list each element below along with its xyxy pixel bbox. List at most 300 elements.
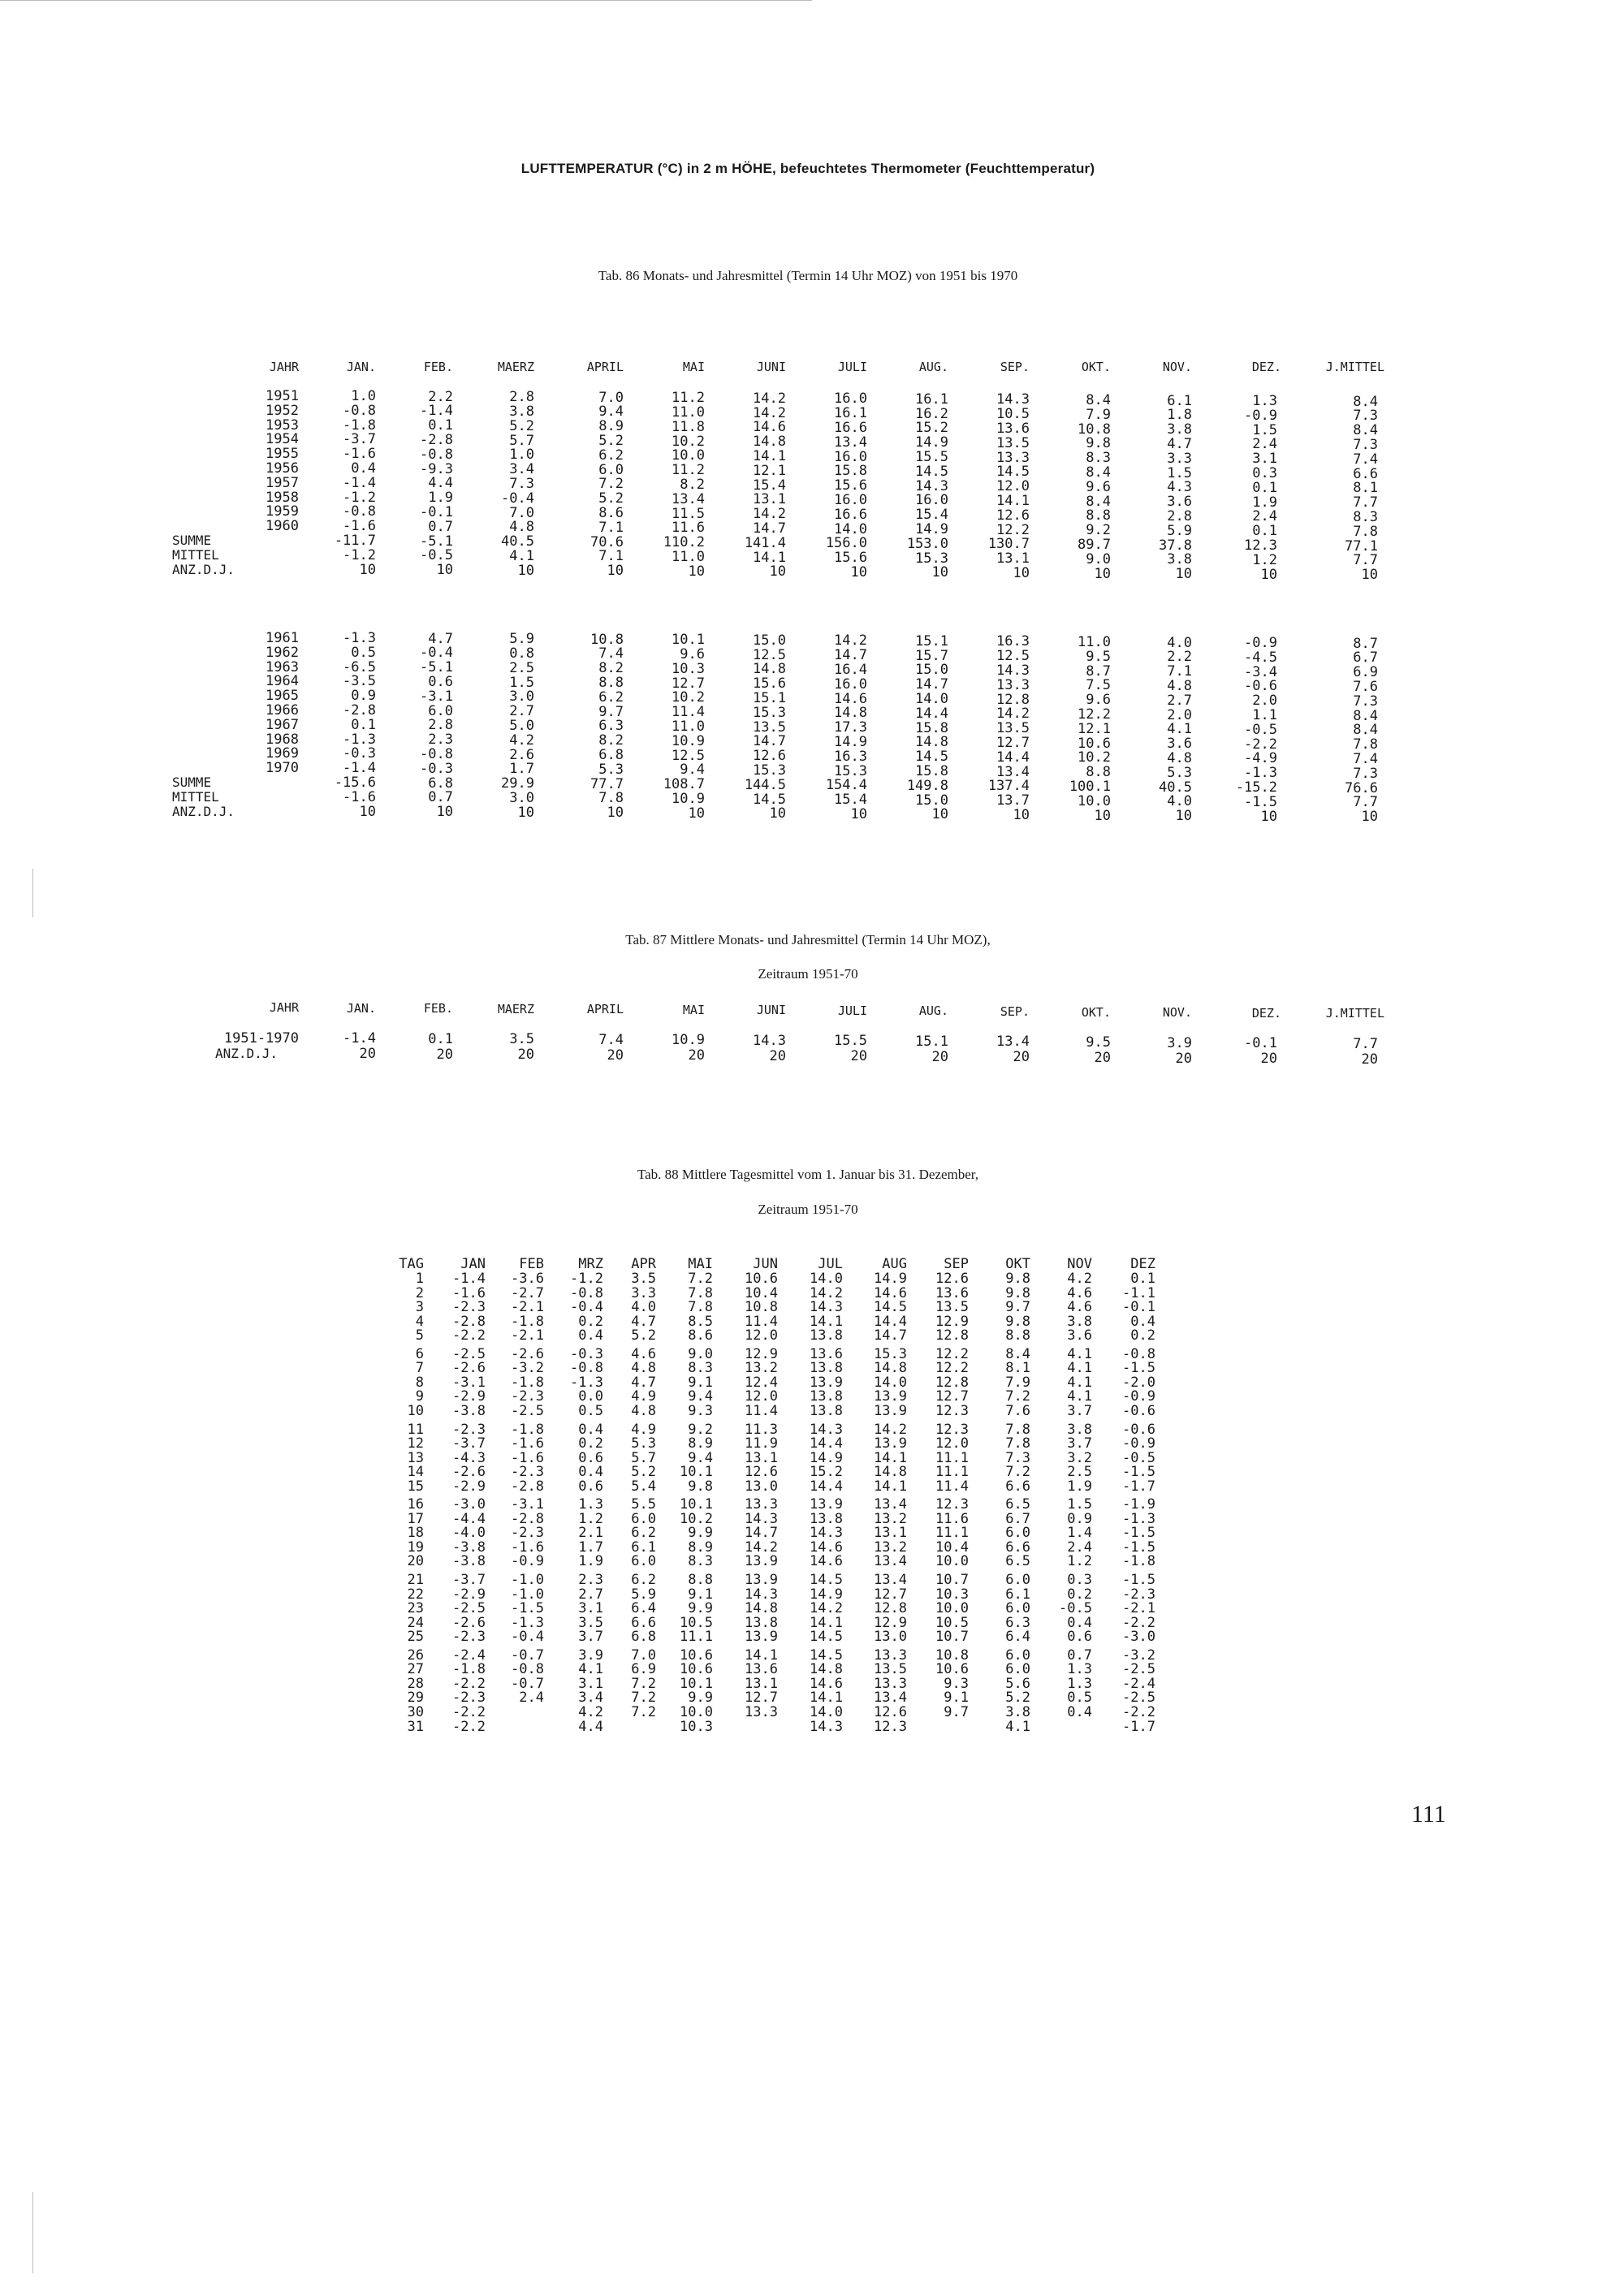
tab88-value-cell: 14.5	[810, 1646, 843, 1664]
tab86-value-cell: 15.6	[753, 675, 786, 693]
tab86-value-cell: 2.8	[1167, 507, 1192, 524]
tab88-value-cell: 10.3	[680, 1718, 713, 1735]
tab86-value-cell: 12.5	[753, 646, 786, 663]
tab86-value-cell: 13.3	[996, 449, 1030, 466]
tab86-value-cell: 3.8	[509, 403, 534, 420]
tab86-year-cell: 1960	[266, 518, 299, 535]
tab86-value-cell: 15.4	[915, 507, 948, 524]
tab88-value-cell: 3.5	[631, 1271, 656, 1287]
tab88-value-cell: -2.6	[511, 1345, 544, 1362]
tab86-value-cell: 7.7	[1353, 494, 1378, 511]
tab86-mittel-cell: 15.6	[834, 550, 867, 567]
tab86-value-cell: 5.2	[598, 433, 624, 450]
tab88-value-cell: -0.8	[570, 1284, 603, 1301]
tab86-value-cell: 10.2	[1078, 749, 1111, 766]
tab87-anz-cell: 20	[1361, 1051, 1378, 1068]
tab86-value-cell: 8.2	[598, 660, 624, 677]
tab88-value-cell: 6.0	[1005, 1661, 1030, 1678]
tab86-anz-cell: 10	[850, 563, 867, 580]
tab88-value-cell: 12.8	[935, 1327, 969, 1344]
tab86-summe-cell: 141.4	[744, 534, 786, 551]
tab88-value-cell: -1.7	[1122, 1478, 1155, 1495]
tab88-value-cell: 12.9	[935, 1313, 969, 1330]
tab88-value-cell: 10.7	[935, 1629, 969, 1646]
tab88-value-cell: 10.8	[745, 1299, 778, 1316]
tab86-mittel-cell: 14.1	[753, 549, 786, 566]
tab88-value-cell: -0.5	[1059, 1600, 1092, 1617]
tab86-value-cell: 12.2	[996, 521, 1030, 538]
tab88-value-cell: -2.8	[511, 1478, 544, 1495]
tab86-value-cell: 4.8	[509, 519, 534, 536]
tab86-summe-cell: 137.4	[987, 778, 1030, 795]
tab88-value-cell: 14.3	[810, 1718, 843, 1735]
tab86-summe-cell: 130.7	[987, 536, 1030, 553]
tab88-value-cell: -4.4	[452, 1510, 486, 1527]
tab88-value-cell: -2.2	[452, 1703, 486, 1720]
tab86-value-cell: 11.4	[672, 704, 705, 721]
tab86-value-cell: 16.4	[834, 661, 867, 678]
tab86-mittel-cell: 10.0	[1078, 792, 1111, 809]
tab88-value-cell: 11.1	[680, 1629, 713, 1646]
tab88-value-cell: 0.2	[578, 1435, 603, 1452]
tab88-value-cell: -2.4	[1122, 1675, 1155, 1692]
tab88-value-cell: 2.4	[1067, 1539, 1092, 1556]
tab88-value-cell: 13.1	[874, 1525, 907, 1542]
tab88-value-cell: 11.4	[745, 1313, 778, 1330]
tab86-value-cell: 8.4	[1086, 391, 1111, 408]
tab86-value-cell: 1.8	[1167, 407, 1192, 424]
tab88-value-cell: 3.8	[1067, 1313, 1092, 1330]
tab88-value-cell: -1.5	[1122, 1360, 1155, 1377]
tab88-value-cell: -0.5	[1122, 1449, 1155, 1466]
tab86-year-cell: 1965	[266, 688, 299, 705]
tab88-value-cell: -3.6	[511, 1271, 544, 1287]
tab88-value-cell: 14.8	[874, 1464, 907, 1481]
tab86-mittel-cell: 7.1	[598, 548, 624, 565]
tab86-value-cell: 15.0	[915, 662, 948, 679]
tab86-value-cell: 12.1	[1078, 720, 1111, 737]
tab88-value-cell: -0.6	[1122, 1402, 1155, 1419]
tab86-summe-cell: 29.9	[501, 775, 534, 792]
tab86-value-cell: 0.8	[509, 645, 534, 662]
tab88-value-cell: 3.4	[578, 1690, 603, 1707]
tab86-value-cell: -0.4	[501, 490, 534, 507]
tab86-header-cell: JUNI	[756, 360, 786, 374]
tab86-mittel-cell: -0.5	[420, 547, 453, 564]
tab88-value-cell: 8.8	[1005, 1327, 1030, 1344]
tab86-value-cell: 9.6	[1086, 692, 1111, 709]
tab88-value-cell: -1.3	[1122, 1510, 1155, 1527]
tab88-value-cell: 6.0	[1005, 1572, 1030, 1588]
tab88-value-cell: -1.5	[1122, 1525, 1155, 1542]
tab88-value-cell: -1.8	[452, 1661, 486, 1678]
tab88-value-cell: -3.1	[511, 1496, 544, 1513]
scan-edge-mark	[0, 0, 812, 1]
tab86-summe-cell: 6.8	[428, 775, 453, 792]
tab87-value-cell: 15.1	[915, 1033, 948, 1050]
tab86-anz-cell: 10	[359, 803, 376, 820]
tab88-value-cell: 5.4	[631, 1478, 656, 1495]
tab87-value-cell: 15.5	[834, 1033, 867, 1050]
tab86-value-cell: 16.0	[834, 675, 867, 693]
tab88-value-cell: 14.6	[810, 1539, 843, 1556]
tab86-value-cell: 1.5	[509, 674, 534, 691]
tab88-value-cell: -2.3	[452, 1690, 486, 1707]
tab88-value-cell: 0.5	[1067, 1690, 1092, 1707]
tab86-value-cell: -2.8	[420, 431, 453, 448]
tab86-anz-cell: 10	[688, 805, 705, 822]
tab86-value-cell: 14.5	[996, 464, 1030, 481]
tab88-value-cell: 14.1	[810, 1313, 843, 1330]
tab86-value-cell: 14.6	[834, 690, 867, 707]
tab86-value-cell: 7.1	[1167, 663, 1192, 680]
tab86-value-cell: 0.6	[428, 673, 453, 690]
tab86-value-cell: 6.0	[428, 702, 453, 719]
tab86-value-cell: -0.8	[420, 446, 453, 463]
tab86-value-cell: 2.4	[1252, 436, 1277, 453]
tab88-value-cell: 6.8	[631, 1629, 656, 1646]
tab86-summe-cell: 77.7	[590, 775, 624, 792]
tab86-value-cell: 7.4	[1353, 751, 1378, 767]
tab88-value-cell: -1.6	[511, 1539, 544, 1556]
tab86-value-cell: 0.1	[1252, 523, 1277, 540]
tab86-value-cell: 4.8	[1167, 677, 1192, 694]
tab86-value-cell: 0.1	[428, 417, 453, 434]
tab88-value-cell: 5.2	[631, 1327, 656, 1344]
tab86-mittel-cell: 3.0	[509, 789, 534, 806]
tab88-value-cell: 0.7	[1067, 1646, 1092, 1664]
tab88-value-cell: 13.8	[810, 1327, 843, 1344]
tab87-header-cell: OKT.	[1081, 1004, 1111, 1020]
tab88-value-cell: 6.0	[631, 1510, 656, 1527]
tab88-day-cell: 22	[407, 1586, 424, 1603]
tab87-anz-cell: 20	[1013, 1049, 1030, 1066]
tab86-value-cell: 6.8	[598, 747, 624, 764]
tab87-value-cell: 14.3	[753, 1032, 786, 1049]
tab88-value-cell: 7.8	[688, 1284, 713, 1301]
tab88-value-cell: 10.6	[680, 1661, 713, 1678]
tab88-value-cell: -0.8	[1122, 1345, 1155, 1362]
tab88-value-cell: 8.4	[1005, 1345, 1030, 1362]
tab88-value-cell: 8.6	[688, 1327, 713, 1344]
tab88-value-cell: 8.9	[688, 1539, 713, 1556]
tab88-value-cell: 13.8	[810, 1388, 843, 1405]
tab86-value-cell: 8.8	[598, 675, 624, 692]
tab88-value-cell: -2.3	[511, 1525, 544, 1542]
tab88-value-cell: 13.8	[810, 1510, 843, 1527]
tab88-value-cell: -3.8	[452, 1553, 486, 1570]
tab88-value-cell: -0.1	[1122, 1299, 1155, 1316]
tab88-value-cell: 11.1	[935, 1464, 969, 1481]
tab87-header-cell: JULI	[837, 1003, 867, 1018]
tab88-value-cell: 11.9	[745, 1435, 778, 1452]
tab86-value-cell: -5.1	[420, 659, 453, 676]
tab88-value-cell: -1.8	[511, 1313, 544, 1330]
tab88-value-cell: 13.4	[874, 1690, 907, 1707]
tab86-value-cell: 12.0	[996, 478, 1030, 495]
tab88-value-cell: 4.1	[578, 1661, 603, 1678]
tab88-header-cell: APR	[631, 1256, 656, 1272]
tab88-value-cell: -2.9	[452, 1388, 486, 1405]
scan-edge-mark	[32, 869, 33, 917]
tab86-value-cell: 6.9	[1353, 664, 1378, 681]
tab86-value-cell: 8.4	[1353, 722, 1378, 739]
tab88-value-cell: 9.7	[944, 1703, 969, 1720]
tab88-value-cell: 12.3	[935, 1496, 969, 1513]
tab88-value-cell: -2.3	[511, 1464, 544, 1481]
tab86-value-cell: 13.6	[996, 421, 1030, 437]
tab86-value-cell: 7.2	[598, 476, 624, 493]
tab88-value-cell: 0.4	[1067, 1614, 1092, 1631]
tab88-value-cell: 14.1	[874, 1478, 907, 1495]
tab87-header-cell: MAERZ	[497, 1001, 534, 1016]
tab88-value-cell: 12.3	[935, 1402, 969, 1419]
tab88-value-cell: 9.8	[1005, 1313, 1030, 1330]
tab86-anz-cell: 10	[607, 563, 624, 580]
tab88-value-cell: 6.0	[1005, 1646, 1030, 1664]
tab86-value-cell: 14.3	[996, 662, 1030, 679]
tab86-value-cell: 14.6	[753, 419, 786, 436]
tab86-anz-cell: 10	[436, 562, 453, 579]
tab88-value-cell: 9.9	[688, 1600, 713, 1617]
tab86-value-cell: 8.9	[598, 418, 624, 435]
tab88-value-cell: 13.2	[874, 1539, 907, 1556]
tab88-value-cell: 14.5	[810, 1572, 843, 1588]
tab88-value-cell: 12.6	[935, 1271, 969, 1287]
tab86-value-cell: 11.2	[672, 462, 705, 479]
tab88-value-cell: 13.4	[874, 1553, 907, 1570]
tab88-value-cell: 4.9	[631, 1388, 656, 1405]
tab88-value-cell: 5.3	[631, 1435, 656, 1452]
tab88-value-cell: -2.8	[452, 1313, 486, 1330]
tab88-value-cell: 4.6	[631, 1345, 656, 1362]
tab86-value-cell: 8.3	[1353, 509, 1378, 525]
tab88-value-cell: 9.4	[688, 1449, 713, 1466]
tab88-value-cell: 14.3	[810, 1421, 843, 1438]
tab88-value-cell: 3.1	[578, 1600, 603, 1617]
tab88-value-cell: -2.3	[452, 1421, 486, 1438]
tab86-value-cell: 3.6	[1167, 736, 1192, 753]
tab86-value-cell: 7.0	[509, 504, 534, 521]
tab88-value-cell: -2.5	[511, 1402, 544, 1419]
tab86-value-cell: 14.2	[753, 390, 786, 407]
tab86-value-cell: 0.1	[1252, 479, 1277, 496]
tab88-value-cell: 6.2	[631, 1572, 656, 1588]
tab87-anz-cell: 20	[436, 1046, 453, 1063]
tab88-value-cell: -1.4	[452, 1271, 486, 1287]
tab86-value-cell: 14.9	[915, 434, 948, 451]
tab88-value-cell: 14.6	[874, 1284, 907, 1301]
tab88-value-cell: 0.4	[578, 1421, 603, 1438]
tab86-summe-cell: 70.6	[590, 533, 624, 550]
tab88-value-cell: 10.3	[935, 1586, 969, 1603]
tab88-value-cell: -2.1	[1122, 1600, 1155, 1617]
tab86-value-cell: -0.5	[1244, 721, 1277, 738]
tab88-value-cell: 5.2	[1005, 1690, 1030, 1707]
tab88-value-cell: -0.9	[511, 1553, 544, 1570]
tab88-value-cell: 8.3	[688, 1553, 713, 1570]
tab86-value-cell: 6.2	[598, 447, 624, 464]
tab86-value-cell: -9.3	[420, 460, 453, 477]
tab86-value-cell: 1.5	[1167, 464, 1192, 481]
tab86-value-cell: 8.7	[1086, 662, 1111, 680]
tab88-value-cell: 14.4	[810, 1478, 843, 1495]
tab88-value-cell: 12.7	[874, 1586, 907, 1603]
tab88-value-cell: 8.3	[688, 1360, 713, 1377]
tab88-value-cell: 6.0	[631, 1553, 656, 1570]
tab88-value-cell: -0.3	[570, 1345, 603, 1362]
tab88-value-cell: 6.0	[1005, 1525, 1030, 1542]
tab88-value-cell: -4.0	[452, 1525, 486, 1542]
tab86-value-cell: 14.3	[996, 391, 1030, 408]
tab88-value-cell: -4.3	[452, 1449, 486, 1466]
tab86-year-cell: 1961	[266, 630, 299, 646]
tab86-mittel-cell: 15.3	[915, 550, 948, 567]
tab86-mittel-cell: -1.5	[1244, 793, 1277, 810]
tab86-mittel-cell: 15.4	[834, 792, 867, 809]
tab86-year-cell: 1957	[266, 474, 299, 491]
tab86-value-cell: 15.6	[834, 477, 867, 494]
tab88-value-cell: 13.2	[874, 1510, 907, 1527]
tab86-value-cell: 11.0	[672, 719, 705, 735]
tab88-value-cell: 13.9	[745, 1572, 778, 1588]
tab88-value-cell: 7.2	[631, 1675, 656, 1692]
tab86-value-cell: 7.4	[1353, 451, 1378, 468]
tab86-value-cell: 2.4	[1252, 508, 1277, 525]
tab88-value-cell: 1.2	[578, 1510, 603, 1527]
tab88-header-cell: TAG	[399, 1256, 424, 1272]
tab88-value-cell: 9.0	[688, 1345, 713, 1362]
tab86-value-cell: -0.4	[420, 645, 453, 662]
tab86-value-cell: 3.0	[509, 688, 534, 706]
tab86-value-cell: 15.3	[834, 762, 867, 779]
tab86-header-cell: JAN.	[346, 360, 376, 374]
tab86-year-cell: 1967	[266, 716, 299, 733]
tab88-value-cell: 7.8	[688, 1299, 713, 1316]
tab88-value-cell: 0.2	[578, 1313, 603, 1330]
tab88-value-cell: 13.3	[745, 1496, 778, 1513]
tab88-value-cell: 4.6	[1067, 1299, 1092, 1316]
tab86-mittel-cell: -1.6	[343, 788, 376, 805]
tab86-value-cell: 0.4	[351, 460, 376, 477]
tab88-value-cell: 13.6	[745, 1661, 778, 1678]
tab88-value-cell: 12.2	[935, 1360, 969, 1377]
tab86-value-cell: 16.1	[915, 391, 948, 408]
tab88-value-cell: -1.6	[511, 1449, 544, 1466]
tab88-value-cell: -2.8	[511, 1510, 544, 1527]
tab86-summe-cell: 144.5	[744, 776, 786, 793]
tab86-value-cell: 5.3	[598, 761, 624, 778]
tab86-mittel-cell: 10.9	[672, 791, 705, 807]
tab88-value-cell: 8.9	[688, 1435, 713, 1452]
tab88-value-cell: 13.9	[874, 1388, 907, 1405]
tab86-anz-cell: 10	[931, 806, 948, 823]
tab87-header-cell: MAI	[682, 1002, 705, 1017]
tab86-mittel-cell: 15.0	[915, 792, 948, 809]
tab88-value-cell: 9.9	[688, 1690, 713, 1707]
tab86-value-cell: 13.5	[753, 719, 786, 736]
tab88-value-cell: 14.5	[874, 1299, 907, 1316]
tab86-mittel-cell: 13.1	[996, 550, 1030, 568]
tab88-value-cell: 13.9	[745, 1629, 778, 1646]
tab86-value-cell: 6.7	[1353, 650, 1378, 667]
tab88-value-cell: 1.2	[1067, 1553, 1092, 1570]
tab86-year-cell: 1951	[266, 388, 299, 404]
tab86-value-cell: 14.2	[996, 706, 1030, 723]
tab88-header-cell: DEZ	[1130, 1256, 1155, 1272]
tab86-value-cell: 14.1	[996, 493, 1030, 509]
tab87-header-cell: AUG.	[918, 1003, 948, 1019]
tab86-value-cell: 1.9	[1252, 494, 1277, 511]
tab86-summe-cell: 156.0	[825, 535, 867, 552]
tab88-value-cell: -2.5	[452, 1345, 486, 1362]
tab86-value-cell: 15.3	[753, 762, 786, 779]
tab88-value-cell: 14.7	[745, 1525, 778, 1542]
tab88-value-cell: 12.2	[935, 1345, 969, 1362]
tab88-value-cell: -1.3	[511, 1614, 544, 1631]
tab86-mittel-cell: 3.8	[1167, 551, 1192, 568]
tab88-value-cell: -1.5	[1122, 1464, 1155, 1481]
tab86-summe-cell: 76.6	[1345, 779, 1378, 796]
tab86-value-cell: 4.2	[509, 732, 534, 749]
tab86-value-cell: 14.7	[834, 647, 867, 664]
tab86-value-cell: 2.6	[509, 746, 534, 763]
tab86-value-cell: 2.2	[428, 388, 453, 405]
tab86-value-cell: 14.7	[753, 733, 786, 750]
tab88-value-cell: 14.1	[810, 1614, 843, 1631]
tab86-value-cell: -2.2	[1244, 736, 1277, 753]
tab86-value-cell: 1.5	[1252, 421, 1277, 438]
tab88-value-cell: 4.6	[1067, 1284, 1092, 1301]
tab86-value-cell: 10.6	[1078, 735, 1111, 752]
tab86-value-cell: 15.7	[915, 647, 948, 664]
tab88-value-cell: 11.1	[935, 1449, 969, 1466]
tab86-anz-cell: 10	[517, 562, 534, 579]
tab86-mittel-cell: -1.2	[343, 546, 376, 563]
tab88-value-cell: 9.1	[688, 1586, 713, 1603]
tab88-value-cell: 10.4	[745, 1284, 778, 1301]
page-title: LUFTTEMPERATUR (°C) in 2 m HÖHE, befeuchtetes Thermometer (Feuchttemperatur)	[520, 161, 1095, 176]
tab88-value-cell: 5.2	[631, 1464, 656, 1481]
tab86-header-cell: NOV.	[1162, 360, 1192, 374]
tab88-value-cell: 9.7	[1005, 1299, 1030, 1316]
tab88-value-cell: -2.5	[452, 1600, 486, 1617]
tab86-value-cell: 10.9	[672, 732, 705, 749]
tab88-value-cell: 14.0	[810, 1703, 843, 1720]
tab86-value-cell: 2.7	[1167, 692, 1192, 709]
tab86-value-cell: 8.7	[1353, 635, 1378, 652]
tab86-value-cell: 8.4	[1353, 393, 1378, 410]
tab86-value-cell: 8.4	[1086, 493, 1111, 510]
tab88-value-cell: 13.1	[745, 1675, 778, 1692]
tab86-summe-cell: 154.4	[825, 777, 867, 794]
tab86-value-cell: 16.0	[915, 492, 948, 509]
tab88-value-cell: 6.2	[631, 1525, 656, 1542]
tab86-value-cell: -1.4	[343, 474, 376, 491]
tab88-day-cell: 8	[415, 1374, 424, 1391]
tab88-value-cell: 7.6	[1005, 1402, 1030, 1419]
tab86-value-cell: 8.1	[1353, 480, 1378, 497]
tab87-value-cell: 7.7	[1353, 1035, 1378, 1052]
tab86-value-cell: 14.7	[753, 520, 786, 537]
tab88-value-cell: -2.1	[511, 1299, 544, 1316]
tab86-anz-cell: 10	[359, 561, 376, 578]
tab88-day-cell: 6	[415, 1345, 424, 1362]
tab86-value-cell: 1.0	[351, 388, 376, 404]
tab86-value-cell: 6.3	[598, 718, 624, 735]
tab86-mittel-cell: 0.7	[428, 789, 453, 806]
tab88-value-cell: 1.7	[578, 1539, 603, 1556]
